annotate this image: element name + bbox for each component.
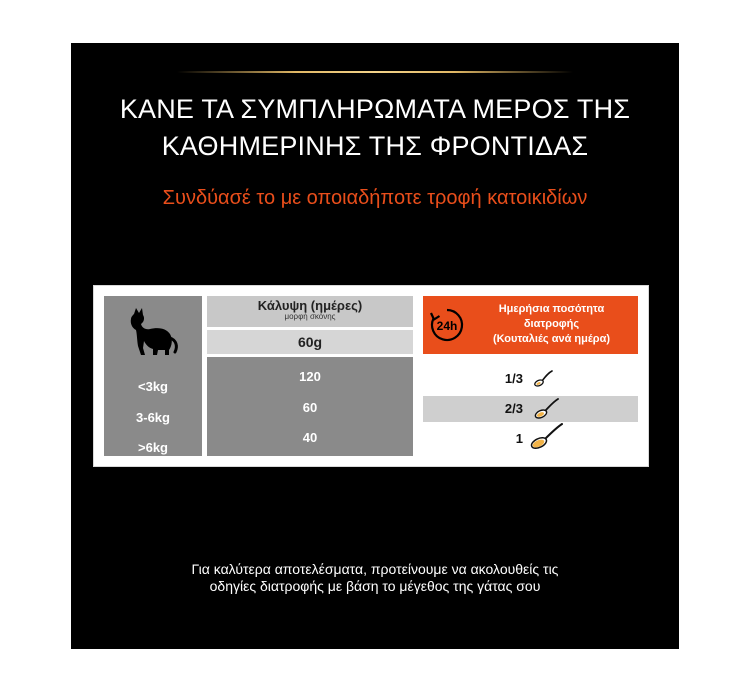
coverage-subtitle: μορφή σκόνης	[284, 312, 336, 321]
daily-amount-line-3: (Κουταλιές ανά ημέρα)	[492, 333, 611, 345]
weight-row-3: >6kg	[138, 440, 168, 455]
small-spoon-icon	[533, 369, 553, 389]
footer-line-1: Για καλύτερα αποτελέσματα, προτείνουμε να ακολουθείς τις	[191, 561, 559, 577]
days-row-3: 40	[302, 430, 318, 445]
footer-line-2: οδηγίες διατροφής με βάση το μέγεθος της γάτας σου	[209, 578, 541, 594]
headline-line-2: ΚΑΘΗΜΕΡΙΝΗΣ ΤΗΣ ΦΡΟΝΤΙΔΑΣ	[161, 131, 589, 161]
large-spoon-icon	[529, 422, 563, 452]
medium-spoon-icon	[533, 397, 559, 421]
headline	[71, 91, 679, 165]
dose-row-3	[423, 426, 638, 452]
daily-amount-line-2: διατροφής	[523, 318, 580, 330]
days-column	[207, 357, 413, 456]
weight-row-2: 3-6kg	[136, 410, 170, 425]
subtitle: Συνδύασέ το με οποιαδήποτε τροφή κατοικιδίων	[162, 187, 588, 209]
headline-line-1: ΚΑΝΕ ΤΑ ΣΥΜΠΛΗΡΩΜΑΤΑ ΜΕΡΟΣ ΤΗΣ	[119, 94, 631, 124]
footer-note	[71, 561, 679, 595]
gold-divider	[177, 71, 573, 73]
dose-row-1	[423, 366, 638, 392]
clock-label: 24h	[436, 319, 458, 333]
days-row-1: 120	[299, 369, 321, 384]
weight-row-1: <3kg	[138, 379, 168, 394]
coverage-title: Κάλυψη (ημέρες)	[257, 298, 363, 313]
info-panel	[71, 43, 679, 649]
coverage-header	[207, 296, 413, 327]
daily-amount-title	[465, 302, 638, 347]
feeding-table	[93, 285, 649, 467]
dose-label-2: 2/3	[504, 401, 523, 416]
weight-column	[104, 296, 202, 456]
daily-amount-header	[423, 296, 638, 354]
pack-size-cell: 60g	[207, 330, 413, 354]
dose-row-2	[423, 396, 638, 422]
days-row-2: 60	[302, 400, 318, 415]
daily-amount-line-1: Ημερήσια ποσότητα	[498, 303, 605, 315]
dose-label-3: 1	[515, 431, 523, 446]
dose-label-1: 1/3	[504, 371, 523, 386]
cat-icon	[128, 308, 180, 356]
clock-24h-icon	[429, 307, 465, 343]
